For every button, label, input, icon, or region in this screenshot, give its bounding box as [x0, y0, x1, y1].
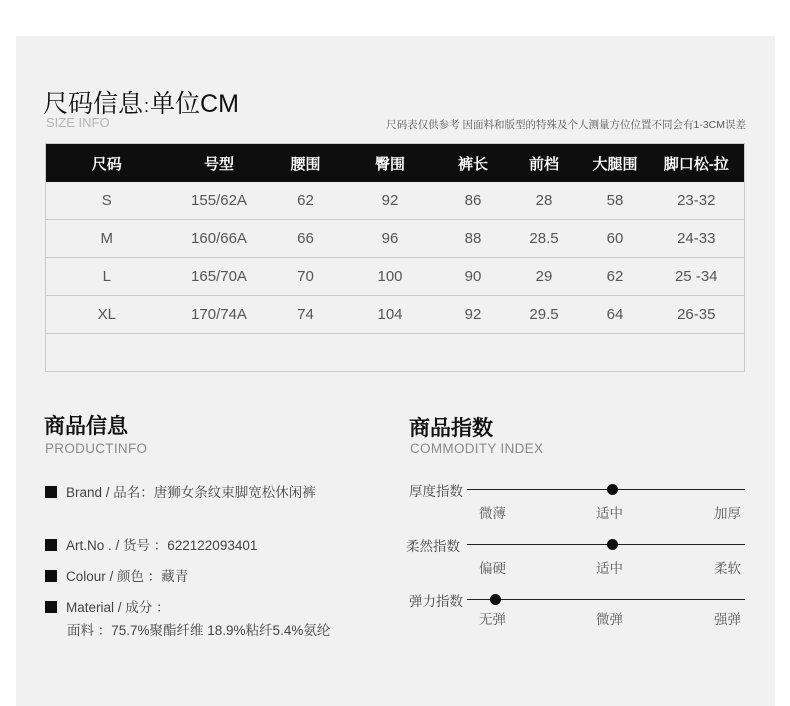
table-cell: 74 [271, 296, 341, 334]
table-cell: 88 [440, 220, 507, 258]
table-row [46, 182, 745, 220]
table-cell: 23-32 [649, 182, 745, 220]
size-disclaimer-note: 尺码表仅供参考 因面料和版型的特殊及个人测量方位位置不同会有1-3CM误差 [386, 119, 746, 131]
table-row [46, 258, 745, 296]
table-cell: 160/66A [168, 220, 271, 258]
table-cell: 66 [271, 220, 341, 258]
column-header: 裤长 [440, 144, 507, 183]
table-cell: 100 [341, 258, 440, 296]
info-brand [45, 481, 316, 501]
table-cell: 64 [582, 296, 649, 334]
column-header: 臀围 [341, 144, 440, 183]
column-header: 尺码 [46, 144, 168, 183]
column-header: 脚口松-拉 [649, 144, 745, 183]
index-scale-line [467, 599, 745, 600]
table-cell: 25 -34 [649, 258, 745, 296]
table-row [46, 296, 745, 334]
index-option: 偏硬 [479, 561, 506, 576]
product-info-title: 商品信息 [44, 415, 128, 438]
table-cell: 104 [341, 296, 440, 334]
index-option: 微薄 [479, 506, 506, 521]
empty-cell [46, 334, 745, 372]
commodity-index-subtitle: COMMODITY INDEX [410, 441, 544, 456]
info-art-no-text: Art.No . / 货号 ：622122093401 [66, 538, 258, 553]
table-row [46, 220, 745, 258]
table-row-empty [46, 334, 745, 372]
info-material-text: Material / 成分 ： [66, 600, 170, 615]
column-header: 大腿围 [582, 144, 649, 183]
table-cell: 60 [582, 220, 649, 258]
size-info-title-colon: : [144, 96, 150, 116]
table-cell: 62 [582, 258, 649, 296]
table-cell: M [46, 220, 168, 258]
table-cell: 58 [582, 182, 649, 220]
table-cell: L [46, 258, 168, 296]
size-table [45, 143, 745, 372]
size-info-title-cn: 尺码信息 [43, 90, 144, 118]
index-marker-dot [607, 484, 618, 495]
index-label-softness: 柔然指数 [406, 539, 460, 554]
table-cell: 155/62A [168, 182, 271, 220]
index-option: 柔软 [714, 561, 741, 576]
column-header: 前档 [507, 144, 582, 183]
table-cell: 28.5 [507, 220, 582, 258]
index-option: 加厚 [714, 506, 741, 521]
table-cell: 29 [507, 258, 582, 296]
product-info-subtitle: PRODUCTINFO [45, 441, 148, 456]
table-cell: 90 [440, 258, 507, 296]
square-bullet-icon [45, 486, 57, 498]
square-bullet-icon [45, 539, 57, 551]
info-art-no [45, 534, 257, 554]
column-header: 腰围 [271, 144, 341, 183]
index-marker-dot [607, 539, 618, 550]
size-info-subtitle: SIZE INFO [46, 115, 110, 130]
column-header: 号型 [168, 144, 271, 183]
info-material-detail: 面料 ：75.7%聚酯纤维 18.9%粘纤5.4%氨纶 [67, 623, 331, 638]
table-cell: 24-33 [649, 220, 745, 258]
index-label-thickness: 厚度指数 [409, 484, 463, 499]
table-cell: 92 [440, 296, 507, 334]
table-cell: 170/74A [168, 296, 271, 334]
index-option: 强弹 [714, 612, 741, 627]
table-cell: 29.5 [507, 296, 582, 334]
table-cell: 96 [341, 220, 440, 258]
index-scale-line [467, 489, 745, 490]
index-scale-line [467, 544, 745, 545]
square-bullet-icon [45, 570, 57, 582]
index-option: 适中 [596, 561, 623, 576]
size-table-header-row [46, 144, 745, 183]
info-material [45, 596, 170, 616]
table-cell: 165/70A [168, 258, 271, 296]
size-info-title-unit: 单位CM [150, 90, 239, 118]
table-cell: XL [46, 296, 168, 334]
info-colour-text: Colour / 颜色 ：藏青 [66, 569, 189, 584]
table-cell: 92 [341, 182, 440, 220]
index-option: 无弹 [479, 612, 506, 627]
table-cell: 26-35 [649, 296, 745, 334]
commodity-index-title: 商品指数 [409, 417, 493, 440]
index-marker-dot [490, 594, 501, 605]
index-label-elasticity: 弹力指数 [409, 594, 463, 609]
table-cell: S [46, 182, 168, 220]
info-brand-text: Brand / 品名：唐狮女条纹束脚宽松休闲裤 [66, 485, 316, 500]
table-cell: 70 [271, 258, 341, 296]
index-option: 微弹 [596, 612, 623, 627]
table-cell: 86 [440, 182, 507, 220]
table-cell: 28 [507, 182, 582, 220]
info-colour [45, 565, 188, 585]
square-bullet-icon [45, 601, 57, 613]
index-option: 适中 [596, 506, 623, 521]
table-cell: 62 [271, 182, 341, 220]
